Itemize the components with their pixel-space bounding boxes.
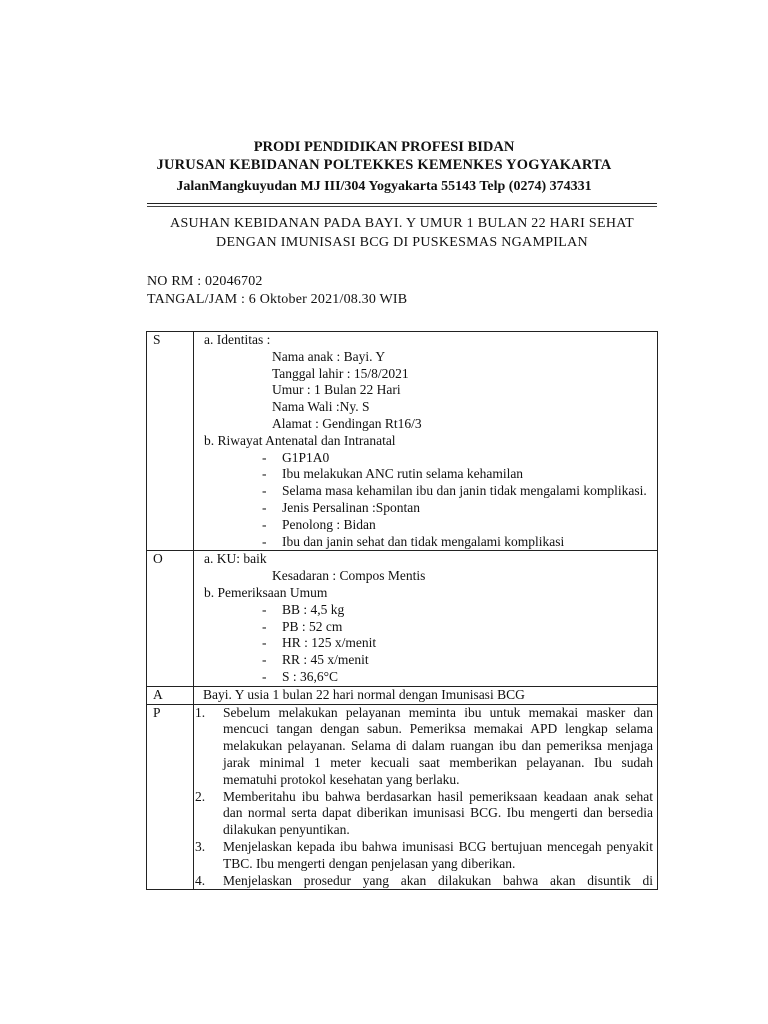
- identitas-tanggal-lahir: Tanggal lahir : 15/8/2021: [272, 365, 409, 381]
- list-item: - Ibu dan janin sehat dan tidak mengalami komplikasi: [194, 534, 653, 551]
- pemeriksaan-rr: RR : 45 x/menit: [282, 652, 369, 668]
- plan-item-text: Menjelaskan kepada ibu bahwa imunisasi BCG bertujuan mencegah penyakit TBC. Ibu mengerti dengan penjelasan yang diberikan.: [223, 838, 653, 871]
- document-title-line-2: DENGAN IMUNISASI BCG DI PUSKESMAS NGAMPILAN: [216, 235, 588, 250]
- soap-label-p: P: [147, 704, 194, 890]
- list-item: - S : 36,6°C: [194, 669, 653, 686]
- plan-number: 4.: [195, 872, 206, 888]
- riwayat-heading: b. Riwayat Antenatal dan Intranatal: [204, 432, 396, 448]
- identitas-umur: Umur : 1 Bulan 22 Hari: [272, 382, 401, 398]
- identitas-nama-wali: Nama Wali :Ny. S: [272, 399, 370, 415]
- list-item: [194, 705, 653, 789]
- list-item: - Selama masa kehamilan ibu dan janin tidak mengalami komplikasi.: [194, 483, 653, 500]
- kesadaran: Kesadaran : Compos Mentis: [272, 568, 426, 584]
- institution-address: JalanMangkuyudan MJ III/304 Yogyakarta 55143 Telp (0274) 374331: [176, 179, 592, 194]
- visit-date-time: TANGAL/JAM : 6 Oktober 2021/08.30 WIB: [147, 292, 408, 307]
- soap-label-s: S: [147, 332, 194, 551]
- department-name: JURUSAN KEBIDANAN POLTEKKES KEMENKES YOGYAKARTA: [156, 157, 612, 173]
- list-item: [194, 789, 653, 839]
- soap-content-p: [194, 704, 658, 890]
- identitas-nama-anak: Nama anak : Bayi. Y: [272, 348, 386, 364]
- list-item: - G1P1A0: [194, 450, 653, 467]
- pemeriksaan-bb: BB : 4,5 kg: [282, 601, 345, 617]
- pemeriksaan-suhu: S : 36,6°C: [282, 668, 339, 684]
- riwayat-jenis-persalinan: Jenis Persalinan :Spontan: [282, 499, 420, 515]
- list-item: - RR : 45 x/menit: [194, 652, 653, 669]
- identitas-alamat: Alamat : Gendingan Rt16/3: [272, 415, 422, 431]
- riwayat-penolong: Penolong : Bidan: [282, 516, 376, 532]
- riwayat-gpa: G1P1A0: [282, 449, 330, 465]
- medical-record-number: NO RM : 02046702: [147, 274, 263, 289]
- riwayat-kondisi: Ibu dan janin sehat dan tidak mengalami komplikasi: [282, 533, 565, 549]
- soap-table: [146, 331, 658, 890]
- list-item: - PB : 52 cm: [194, 619, 653, 636]
- soap-content-a: [194, 686, 658, 704]
- soap-row-o: [147, 551, 658, 686]
- soap-row-s: [147, 332, 658, 551]
- plan-number: 3.: [195, 838, 206, 854]
- soap-row-a: [147, 686, 658, 704]
- document-title-line-1: ASUHAN KEBIDANAN PADA BAYI. Y UMUR 1 BULAN 22 HARI SEHAT: [170, 216, 634, 231]
- plan-number: 1.: [195, 704, 206, 720]
- pemeriksaan-pb: PB : 52 cm: [282, 618, 343, 634]
- list-item: - Jenis Persalinan :Spontan: [194, 500, 653, 517]
- assessment-text: Bayi. Y usia 1 bulan 22 hari normal dengan Imunisasi BCG: [203, 686, 525, 702]
- riwayat-anc: Ibu melakukan ANC rutin selama kehamilan: [282, 466, 524, 482]
- plan-number: 2.: [195, 788, 206, 804]
- riwayat-komplikasi: Selama masa kehamilan ibu dan janin tidak mengalami komplikasi.: [282, 483, 647, 499]
- plan-item-text: Sebelum melakukan pelayanan meminta ibu untuk memakai masker dan mencuci tangan dengan sabun. Pemeriksa memakai APD lengkap selama melakukan pelayanan. Selama di dalam ruangan ibu dan pemeriksa menjaga jarak minimal 1 meter kecuali saat memberikan pelayanan. Ibu sudah mematuhi protokol kesehatan yang berlaku.: [223, 704, 653, 787]
- list-item: [194, 839, 653, 873]
- list-item: - HR : 125 x/menit: [194, 635, 653, 652]
- plan-item-text: Memberitahu ibu bahwa berdasarkan hasil pemeriksaan keadaan anak sehat dan normal serta dapat diberikan imunisasi BCG. Ibu mengerti dan bersedia dilakukan penyuntikan.: [223, 788, 653, 838]
- pemeriksaan-heading: b. Pemeriksaan Umum: [204, 584, 328, 600]
- soap-content-o: [194, 551, 658, 686]
- identitas-heading: a. Identitas :: [204, 332, 271, 347]
- list-item: [194, 873, 653, 890]
- header-rule: [147, 203, 657, 204]
- soap-content-s: [194, 332, 658, 551]
- list-item: - Penolong : Bidan: [194, 517, 653, 534]
- institution-name: PRODI PENDIDIKAN PROFESI BIDAN: [253, 139, 515, 155]
- list-item: - BB : 4,5 kg: [194, 602, 653, 619]
- plan-item-text: Menjelaskan prosedur yang akan dilakukan bahwa akan disuntik di: [223, 872, 653, 888]
- soap-row-p: [147, 704, 658, 890]
- soap-label-o: O: [147, 551, 194, 686]
- keadaan-umum: a. KU: baik: [204, 551, 267, 567]
- pemeriksaan-hr: HR : 125 x/menit: [282, 635, 377, 651]
- soap-label-a: A: [147, 686, 194, 704]
- list-item: - Ibu melakukan ANC rutin selama kehamilan: [194, 466, 653, 483]
- header-rule-thin: [147, 206, 657, 207]
